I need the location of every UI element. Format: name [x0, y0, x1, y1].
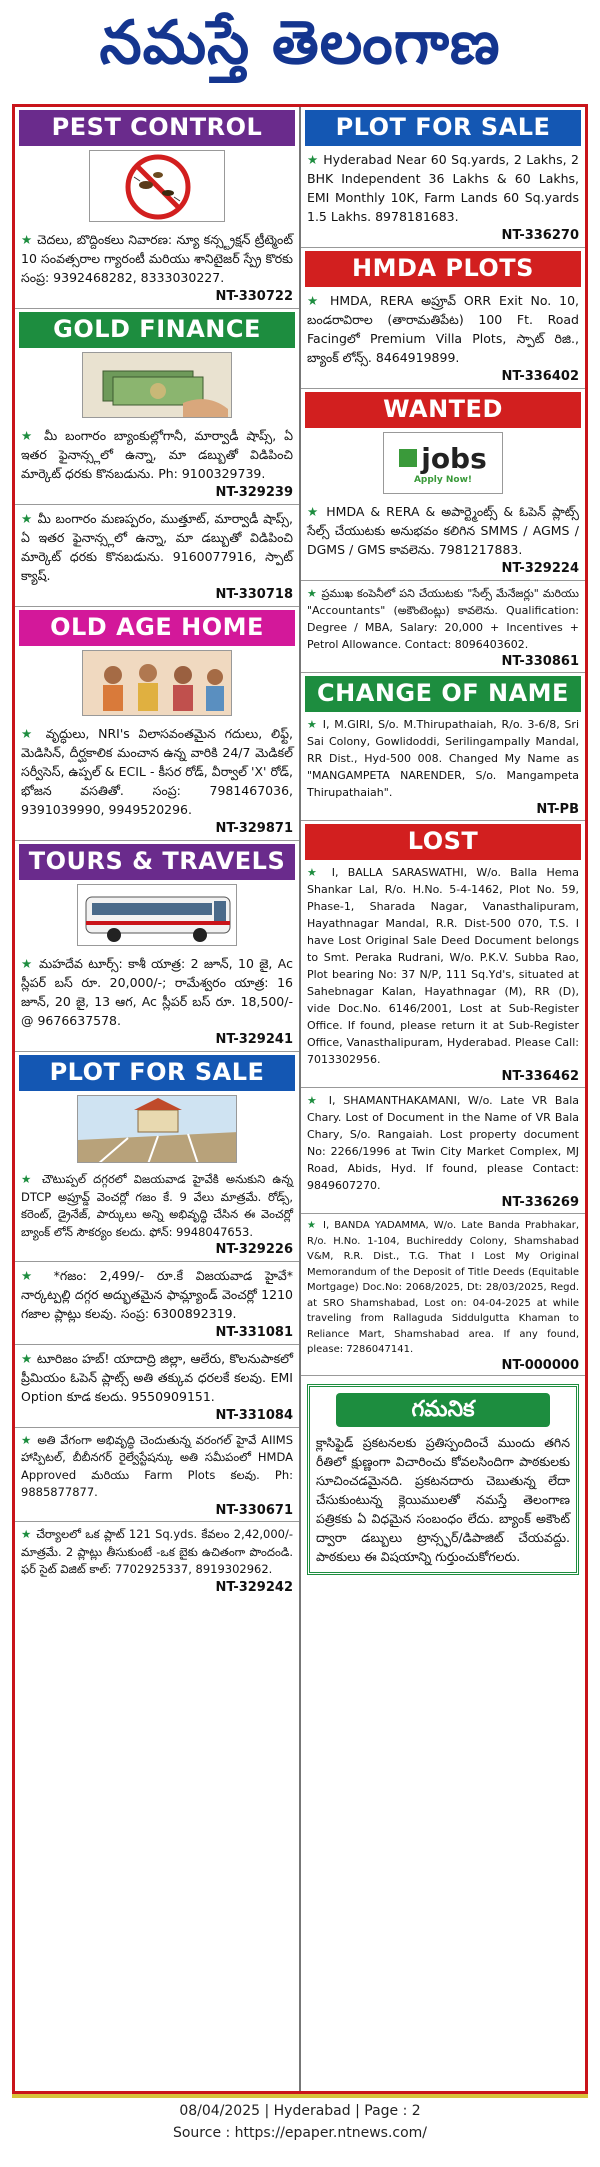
ad-code: NT-329224 [501, 561, 579, 576]
star-icon: ★ [21, 232, 33, 247]
notice-heading: గమనిక [336, 1393, 550, 1427]
footer-source-line: Source : https://epaper.ntnews.com/ [172, 2125, 428, 2141]
star-icon: ★ [21, 1432, 33, 1447]
star-icon: ★ [307, 718, 319, 731]
ad-text: అతి వేగంగా అభివృద్ధి చెందుతున్న వరంగల్ హైవే AIIMS హాస్పిటల్, బీబీనగర్ రైల్వేస్టేషన్కు అతి సమీపంలో HMDA Approved మరియు Farm Plots కలవు. Ph: 9885877877. [21, 1432, 294, 1499]
gold-finance-ad-1 [15, 422, 299, 505]
land-plots-icon [78, 1096, 237, 1163]
ad-code: NT-329242 [215, 1579, 293, 1595]
ad-text: Hyderabad Near 60 Sq.yards, 2 Lakhs, 2 BHK Independent 36 Lakhs & 60 Lakhs, EMI Monthly 10K, Farm Lands 60 Sq.yards 1.5 Lakhs. 8978181683. [307, 152, 579, 224]
star-icon: ★ [307, 1220, 318, 1231]
ad-text: ప్రముఖ కంపెనీలో పని చేయుటకు "సేల్స్ మేనేజర్లు" మరియు "Accountants" (అకౌంటెంట్లు) కావలెను. Qualification: Degree / MBA, Salary: 20,000 + Incentives + Petrol Allowance. Contact: 8096403602. [307, 587, 579, 651]
star-icon: ★ [21, 511, 33, 526]
ad-code: NT-329239 [215, 485, 293, 500]
elderly-group-icon [83, 651, 232, 716]
ad-text: చెదలు, బొద్దింకలు నివారణ: న్యూ కన్స్ట్రక్షన్ ట్రీట్మెంట్ 10 సంవత్సరాల గ్యారంటీ మరియు శానిటైజర్ స్ప్రే కొరకు సంప్ర: 9392468282, 8333030227. [21, 232, 293, 285]
bottom-strip [12, 2094, 588, 2098]
plot-ad-4 [15, 1428, 299, 1523]
ad-code: NT-329871 [215, 821, 293, 836]
plot-ad-3 [15, 1345, 299, 1428]
ad-text: మీ బంగారం బ్యాంకుల్లోగానీ, మార్వాడీ షాప్స్, ఏ ఇతర ఫైనాన్స్లలో ఉన్నా, మా డబ్బుతో విడిపించి మార్కెట్ ధరకు కొనబడును. Ph: 9100329739. [21, 428, 293, 481]
ad-code: NT-330722 [215, 289, 293, 304]
star-icon: ★ [21, 726, 37, 741]
ad-code: NT-329241 [215, 1032, 293, 1047]
plot-ad-2 [15, 1262, 299, 1345]
ad-code: NT-336270 [501, 228, 579, 243]
star-icon: ★ [21, 956, 34, 971]
ad-text: *గజం: 2,499/- రూ.కే విజయవాడ హైవే* నార్కట్పల్లి దగ్గర అద్భుతమైన ఫామ్ల్యాండ్ వెంచర్లో 1210 గజాల ప్లాట్లు కలవు. సంప్ర: 6300892319. [21, 1267, 293, 1321]
notice-box [307, 1384, 579, 1575]
ad-text: చౌటుప్పల్ దగ్గరలో విజయవాడ హైవేకి అనుకుని ఉన్న DTCP అప్రూవ్డ్ వెంచర్లో గజం కే. 9 వేలు మాత్రమే. రోడ్స్, కరెంట్, డ్రైనేజ్, పార్కులు అన్ని అభివృద్ధి చేసిన ఈ వెంచర్లో బ్యాంక్ లోన్ సౌకర్యం కలదు. ఫోన్: 9948047653. [21, 1172, 293, 1239]
lost-ad-3 [301, 1214, 585, 1376]
ad-text: I, BANDA YADAMMA, W/o. Late Banda Prabhakar, R/o. H.No. 1-104, Buchireddy Colony, Shamshabad V&M, R.R. Dist., T.G. That I Lost My Original Memorandum of the Deposit of Title Deeds (Equitable Mortgage) Doc.No: 2068/2025, Dt: 28/03/2025, Regd. at SRO Shamshabad, Lost on: 04-04-2025 at while traveling from Rallaguda Siddulgutta Khaman to Reliance Mart, Shamshabad area. If any found, please: 7286047141. [307, 1220, 579, 1355]
star-icon: ★ [307, 587, 318, 600]
ad-code: NT-PB [536, 802, 579, 817]
gold-finance-ad-2 [15, 505, 299, 607]
star-icon: ★ [21, 1527, 32, 1541]
hmda-plots-heading: HMDA PLOTS [305, 251, 581, 287]
ad-text: I, BALLA SARASWATHI, W/o. Balla Hema Shankar Lal, R/o. H.No. 5-4-1462, Plot No. 59, Phase-1, Sharada Nagar, Vanasthalipuram, Hayathnagar Mandal, R.R. Dist-500 070, T.S. I have Lost Original Sale Deed Document belongs to Smt. Peraka Rudrani, W/o. P.K.V. Subba Rao, Plot bearing No: 37 N/P, 111 Sq.Yd's, situated at Sahebnagar Kalan, Hayathnagar (M), RR (D), vide Doc.No. 6146/2001, Lost at Sub-Register Office. If found, please return it at Sub-Register Office, Vanasthalipuram, Hyderabad. Please Call: 7013302956. [307, 866, 579, 1066]
right-column [301, 107, 585, 2091]
ad-code: NT-330671 [215, 1502, 293, 1518]
bus-icon [78, 885, 237, 946]
star-icon: ★ [21, 1172, 35, 1186]
tours-travels-heading: TOURS & TRAVELS [19, 844, 295, 880]
plot-for-sale-heading-left: PLOT FOR SALE [19, 1055, 295, 1091]
star-icon: ★ [307, 1094, 322, 1107]
ad-code: NT-000000 [501, 1357, 579, 1373]
gold-finance-image [82, 352, 232, 418]
ad-code: NT-329226 [215, 1242, 293, 1257]
tours-travels-image [77, 884, 237, 946]
jobs-logo-image [383, 432, 503, 494]
page-footer [0, 2100, 600, 2144]
ad-code: NT-330861 [501, 654, 579, 669]
plot-ad-5 [15, 1522, 299, 1598]
ad-text: I, M.GIRI, S/o. M.Thirupathaiah, R/o. 3-6/8, Sri Sai Colony, Gowlidoddi, Serilingampally Mandal, RR Dist., Hyd-500 008. Changed My Name as "MANGAMPETA NARENDER, S/o. Mangampeta Thirupathaiah". [307, 718, 579, 799]
plot-for-sale-heading-right: PLOT FOR SALE [305, 110, 581, 146]
ad-code: NT-331084 [215, 1407, 293, 1423]
lost-ad-1 [301, 860, 585, 1088]
cash-hand-icon [83, 353, 232, 418]
ad-text: మీ బంగారం మణప్పరం, ముత్తూట్, మార్వాడీ షాప్స్, ఏ ఇతర ఫైనాన్స్లలో ఉన్నా, మా డబ్బుతో విడిపించి మార్కెట్ ధరకు కొనబడును. 9160077916, స్పాట్ క్యాష్. [21, 511, 293, 583]
lost-heading: LOST [305, 824, 581, 860]
ad-code: NT-330718 [215, 587, 293, 602]
ad-text: వృద్ధులు, NRI's విలాసవంతమైన గదులు, లిఫ్ట్, మెడిసిన్, దీర్ఘకాలిక మంచాన ఉన్న వారికి 24/7 మెడికల్ సర్వీసెస్, ఉప్పల్ & ECIL - కీసర రోడ్, వీర్వాల్ 'X' రోడ్, భోజన వసతితో. సంప్ర: 7981467036, 9391039990, 9949520296. [21, 726, 293, 817]
footer-date-line: 08/04/2025 | Hyderabad | Page : 2 [179, 2103, 421, 2119]
classifieds-frame [12, 104, 588, 2094]
pest-control-image [89, 150, 225, 222]
star-icon: ★ [21, 428, 37, 443]
notice-text: క్లాసిఫైడ్ ప్రకటనలకు ప్రతిస్పందించే ముందు తగిన రీతిలో క్షుణ్ణంగా విచారించు కోవలసిందిగా పాఠకులకు సూచించడమైనది. ప్రకటనదారు చెబుతున్న లేదా చేసుకుంటున్న క్లెయిములతో నమస్తే తెలంగాణ పత్రికకు ఏ విధమైన సంబంధం లేదు. బ్యాంక్ అకౌంట్ ద్వారా డబ్బులు ట్రాన్స్ఫర్/డిపాజిట్ చేయవద్దు. పాఠకులు ఈ విషయాన్ని గుర్తుంచుకోగలరు. [316, 1435, 570, 1564]
ad-code: NT-336462 [501, 1069, 579, 1084]
jobs-tagline: Apply Now! [413, 474, 473, 485]
gold-finance-heading: GOLD FINANCE [19, 312, 295, 348]
star-icon: ★ [307, 866, 323, 879]
old-age-home-heading: OLD AGE HOME [19, 610, 295, 646]
right-plot-ad [301, 146, 585, 248]
hmda-plots-ad [301, 287, 585, 389]
tours-travels-ad [15, 950, 299, 1052]
pest-control-ad [15, 226, 299, 309]
ad-text: చేర్యాలలో ఒక ప్లాట్ 121 Sq.yds. కేవలం 2,42,000/- మాత్రమే. 2 ప్లాట్లు తీసుకుంటే -ఒక బైకు ఉచితంగా పొందండి. ఫర్ సైట్ విజిట్ కాల్: 7702925337, 8919302962. [21, 1527, 294, 1576]
change-of-name-heading: CHANGE OF NAME [305, 676, 581, 712]
jobs-logo: jobs [421, 441, 487, 475]
old-age-home-image [82, 650, 232, 716]
lost-ad-2 [301, 1088, 585, 1214]
ad-text: HMDA, RERA అప్రూవ్ ORR Exit No. 10, బండరావిరాల (తారామతిపేట) 100 Ft. Road Facingలో Premium Villa Plots, స్పాట్ రిజి., బ్యాంక్ లోన్స్. 8464919899. [307, 293, 579, 365]
star-icon: ★ [21, 1267, 41, 1283]
star-icon: ★ [21, 1350, 33, 1366]
ad-text: టూరిజం హబ్! యాదాద్రి జిల్లా, ఆలేరు, కొలనుపాకలో ప్రీమియం ఓపెన్ ప్లాట్స్ అతి తక్కువ ధరలకే కలవు. EMI Option కూడ కలదు. 9550909151. [21, 1350, 293, 1404]
pest-control-heading: PEST CONTROL [19, 110, 295, 146]
star-icon: ★ [307, 152, 319, 167]
left-column [15, 107, 301, 2091]
star-icon: ★ [307, 504, 321, 519]
ad-code: NT-336402 [501, 369, 579, 384]
wanted-ad-2 [301, 581, 585, 673]
ad-text: మహదేవ టూర్స్: కాశీ యాత్ర: 2 జూన్, 10 జై, Ac స్లీపర్ బస్ రూ. 20,000/-; రామేశ్వరం యాత్ర: 16 జూన్, 20 జై, 13 ఆగ, Ac స్లీపర్ బస్ రూ. 18,500/- @ 9676637578. [21, 956, 293, 1028]
ad-code: NT-336269 [501, 1195, 579, 1210]
newspaper-title: నమస్తే తెలంగాణ [99, 8, 501, 78]
ad-text: HMDA & RERA & అపార్ట్మెంట్స్ & ఓపెన్ ప్లాట్స్ సేల్స్ చేయుటకు అనుభవం కలిగిన SMMS / AGMS / DGMS / GMS కావలెను. 7981217883. [307, 504, 579, 557]
wanted-ad-1 [301, 498, 585, 581]
no-pests-icon [90, 151, 225, 222]
plot-ad-1 [15, 1167, 299, 1262]
wanted-heading: WANTED [305, 392, 581, 428]
star-icon: ★ [307, 293, 323, 308]
masthead [0, 0, 600, 100]
plot-for-sale-image [77, 1095, 237, 1163]
old-age-home-ad [15, 720, 299, 841]
ad-text: I, SHAMANTHAKAMANI, W/o. Late VR Bala Chary. Lost of Document in the Name of VR Bala Chary, S/o. Rangaiah. Lost property document No: 2266/1996 at Twin City Market Complex, MJ Road, Abids, Hyd. If found, please Contact: 9849607270. [307, 1094, 579, 1192]
ad-code: NT-331081 [215, 1324, 293, 1340]
jobs-cube-icon [399, 449, 417, 467]
change-of-name-ad [301, 712, 585, 821]
